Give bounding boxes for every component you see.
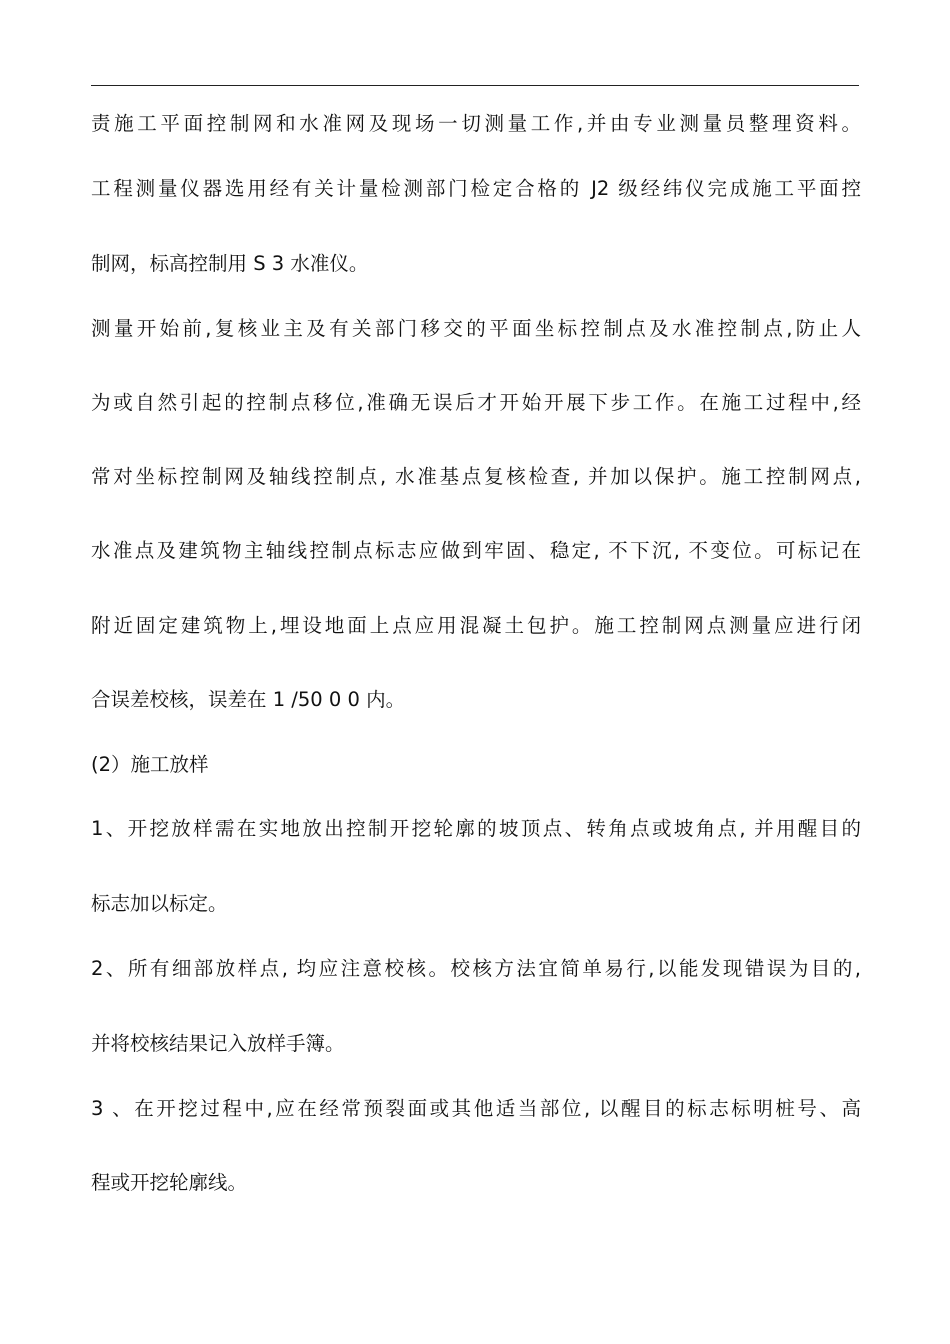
text-line-14: 并将校核结果记入放样手簿。 — [91, 1032, 345, 1055]
text-line-4: 测量开始前,复核业主及有关部门移交的平面坐标控制点及水准控制点,防止人 — [91, 317, 861, 340]
text-line-15: 3 、在开挖过程中,应在经常预裂面或其他适当部位, 以醒目的标志标明桩号、高 — [91, 1097, 861, 1120]
text-line-12: 标志加以标定。 — [91, 892, 228, 915]
header-rule — [91, 85, 859, 86]
section-heading: (2）施工放样 — [91, 753, 209, 776]
text-line-16: 程或开挖轮廓线。 — [91, 1171, 248, 1194]
text-line-11: 1、开挖放样需在实地放出控制开挖轮廓的坡顶点、转角点或坡角点, 并用醒目的 — [91, 817, 861, 840]
text-line-3: 制网，标高控制用 S 3 水准仪。 — [91, 252, 369, 275]
text-line-6: 常对坐标控制网及轴线控制点, 水准基点复核检查, 并加以保护。施工控制网点, — [91, 465, 861, 488]
text-line-5: 为或自然引起的控制点移位,准确无误后才开始开展下步工作。在施工过程中,经 — [91, 391, 861, 414]
text-line-13: 2、所有细部放样点, 均应注意校核。校核方法宜简单易行,以能发现错误为目的, — [91, 957, 861, 980]
text-line-1: 责施工平面控制网和水准网及现场一切测量工作,并由专业测量员整理资料。 — [91, 112, 861, 135]
text-line-8: 附近固定建筑物上,埋设地面上点应用混凝土包护。施工控制网点测量应进行闭 — [91, 614, 861, 637]
text-line-9: 合误差校核，误差在 1 /50 0 0 内。 — [91, 688, 406, 711]
text-line-7: 水准点及建筑物主轴线控制点标志应做到牢固、稳定, 不下沉, 不变位。可标记在 — [91, 539, 861, 562]
text-line-2: 工程测量仪器选用经有关计量检测部门检定合格的 J2 级经纬仪完成施工平面控 — [91, 177, 861, 200]
